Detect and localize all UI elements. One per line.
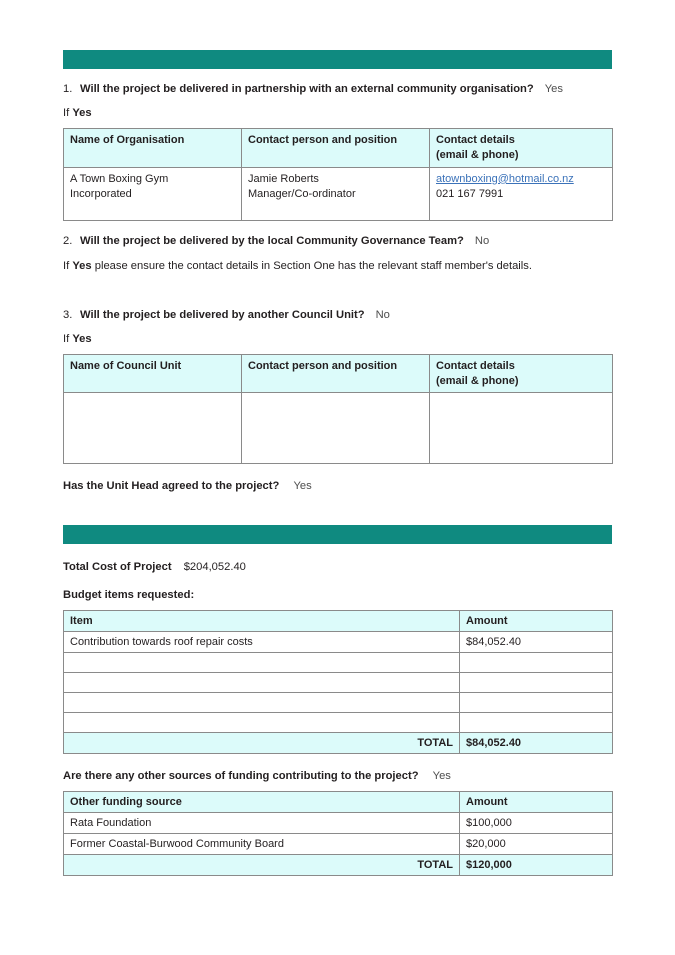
funding-total-label: TOTAL bbox=[64, 855, 460, 876]
unit-head-question-row bbox=[63, 480, 612, 492]
cell-budget-item[interactable] bbox=[64, 653, 460, 673]
ifyes-prefix-2: If bbox=[63, 332, 73, 345]
budget-items-label: Budget items requested: bbox=[63, 589, 195, 602]
question-2 bbox=[63, 235, 612, 247]
other-funding-table bbox=[63, 791, 613, 876]
table-row bbox=[64, 673, 613, 693]
council-unit-table bbox=[63, 354, 613, 465]
header-contact-details bbox=[430, 129, 613, 168]
budget-total-label: TOTAL bbox=[64, 733, 460, 754]
cell-funding-source[interactable]: Former Coastal-Burwood Community Board bbox=[64, 834, 460, 855]
table-row bbox=[64, 834, 613, 855]
contact-person-position: Manager/Co-ordinator bbox=[248, 187, 356, 200]
header-contact-details-line2: (email & phone) bbox=[436, 148, 519, 161]
header-name-of-council-unit: Name of Council Unit bbox=[64, 354, 242, 393]
header-contact-details-2 bbox=[430, 354, 613, 393]
budget-total-row bbox=[64, 733, 613, 754]
cell-contact-details bbox=[430, 167, 613, 220]
cell-budget-amount[interactable] bbox=[460, 713, 613, 733]
other-funding-question-row bbox=[63, 770, 612, 782]
top-margin bbox=[63, 0, 612, 50]
unit-head-question: Has the Unit Head agreed to the project? bbox=[63, 480, 280, 493]
partner-organisation-table bbox=[63, 128, 613, 221]
cell-funding-amount[interactable]: $20,000 bbox=[460, 834, 613, 855]
header-amount: Amount bbox=[460, 611, 613, 632]
header-contact-person: Contact person and position bbox=[242, 129, 430, 168]
other-funding-question: Are there any other sources of funding contributing to the project? bbox=[63, 770, 419, 783]
cell-budget-item[interactable] bbox=[64, 673, 460, 693]
ifyes-bold-2: Yes bbox=[72, 332, 92, 345]
table-row bbox=[64, 393, 613, 464]
question-3 bbox=[63, 309, 612, 321]
email-link[interactable]: atownboxing@hotmail.co.nz bbox=[436, 172, 574, 185]
cell-funding-source[interactable]: Rata Foundation bbox=[64, 813, 460, 834]
question-3-answer: No bbox=[375, 308, 390, 321]
other-funding-answer: Yes bbox=[432, 770, 451, 783]
header-contact-details-line1: Contact details bbox=[436, 134, 515, 146]
question-3-number: 3. bbox=[63, 308, 73, 321]
header-contact-details-2-line2: (email & phone) bbox=[436, 374, 519, 387]
total-cost-row bbox=[63, 561, 612, 573]
table-row bbox=[64, 167, 613, 220]
table-row bbox=[64, 713, 613, 733]
cell-contact-person bbox=[242, 167, 430, 220]
section-four-title: PROJECT BUDGET bbox=[201, 547, 310, 560]
contact-person-name: Jamie Roberts bbox=[248, 172, 319, 185]
cell-organisation-name bbox=[64, 167, 242, 220]
ifyes-prefix: If bbox=[63, 107, 73, 119]
section-three-title: PROJECT DELIVERY bbox=[207, 72, 325, 84]
section-gap bbox=[63, 492, 612, 525]
table-row bbox=[64, 632, 613, 653]
total-cost-value: $204,052.40 bbox=[183, 561, 246, 574]
note-bold: Yes bbox=[72, 259, 92, 272]
question-2-answer: No bbox=[474, 234, 490, 247]
table-row bbox=[64, 693, 613, 713]
note-rest: please ensure the contact details in Section One has the relevant staff member's details. bbox=[91, 259, 532, 272]
cell-funding-amount[interactable]: $100,000 bbox=[460, 813, 613, 834]
organisation-line2: Incorporated bbox=[70, 187, 132, 200]
table-header-row bbox=[64, 792, 613, 813]
cell-budget-item[interactable] bbox=[64, 693, 460, 713]
cell-budget-item[interactable]: Contribution towards roof repair costs bbox=[64, 632, 460, 653]
budget-total-amount: $84,052.40 bbox=[460, 733, 613, 754]
cell-council-contact-person[interactable] bbox=[242, 393, 430, 464]
spacer bbox=[63, 272, 612, 295]
table-row bbox=[64, 813, 613, 834]
funding-total-amount: $120,000 bbox=[460, 855, 613, 876]
header-item: Item bbox=[64, 611, 460, 632]
header-funding-amount: Amount bbox=[460, 792, 613, 813]
funding-total-row bbox=[64, 855, 613, 876]
cell-council-contact-details[interactable] bbox=[430, 393, 613, 464]
header-other-funding-source: Other funding source bbox=[64, 792, 460, 813]
phone-number: 021 167 7991 bbox=[436, 187, 504, 200]
total-cost-label: Total Cost of Project bbox=[63, 561, 172, 574]
question-1-answer: Yes bbox=[544, 83, 563, 95]
cell-budget-amount[interactable] bbox=[460, 693, 613, 713]
section-four-banner bbox=[63, 525, 612, 560]
question-1-text: Will the project be delivered in partnership with an external community organisation? bbox=[80, 83, 534, 95]
header-contact-person-2: Contact person and position bbox=[242, 354, 430, 393]
question-1-ifyes bbox=[63, 107, 612, 119]
cell-budget-amount[interactable] bbox=[460, 653, 613, 673]
table-row bbox=[64, 653, 613, 673]
section-three-banner bbox=[63, 50, 612, 84]
budget-items-table bbox=[63, 610, 613, 754]
cell-budget-amount[interactable]: $84,052.40 bbox=[460, 632, 613, 653]
table-header-row bbox=[64, 611, 613, 632]
question-2-number: 2. bbox=[63, 234, 73, 247]
section-four-label: SECTION FOUR: bbox=[82, 547, 176, 560]
table-header-row bbox=[64, 354, 613, 393]
section-three-label: SECTION THREE: bbox=[82, 72, 182, 84]
note-prefix: If bbox=[63, 259, 73, 272]
question-3-ifyes bbox=[63, 333, 612, 345]
unit-head-answer: Yes bbox=[293, 480, 312, 493]
question-1-number: 1. bbox=[63, 83, 73, 95]
cell-budget-amount[interactable] bbox=[460, 673, 613, 693]
question-2-text: Will the project be delivered by the local Community Governance Team? bbox=[80, 234, 464, 247]
table-header-row bbox=[64, 129, 613, 168]
question-1 bbox=[63, 83, 612, 95]
cell-council-unit-name[interactable] bbox=[64, 393, 242, 464]
ifyes-bold: Yes bbox=[72, 107, 92, 119]
question-3-text: Will the project be delivered by another Council Unit? bbox=[80, 308, 365, 321]
question-2-note bbox=[63, 260, 612, 272]
header-contact-details-2-line1: Contact details bbox=[436, 359, 515, 372]
cell-budget-item[interactable] bbox=[64, 713, 460, 733]
organisation-line1: A Town Boxing Gym bbox=[70, 172, 169, 185]
header-name-of-organisation: Name of Organisation bbox=[64, 129, 242, 168]
